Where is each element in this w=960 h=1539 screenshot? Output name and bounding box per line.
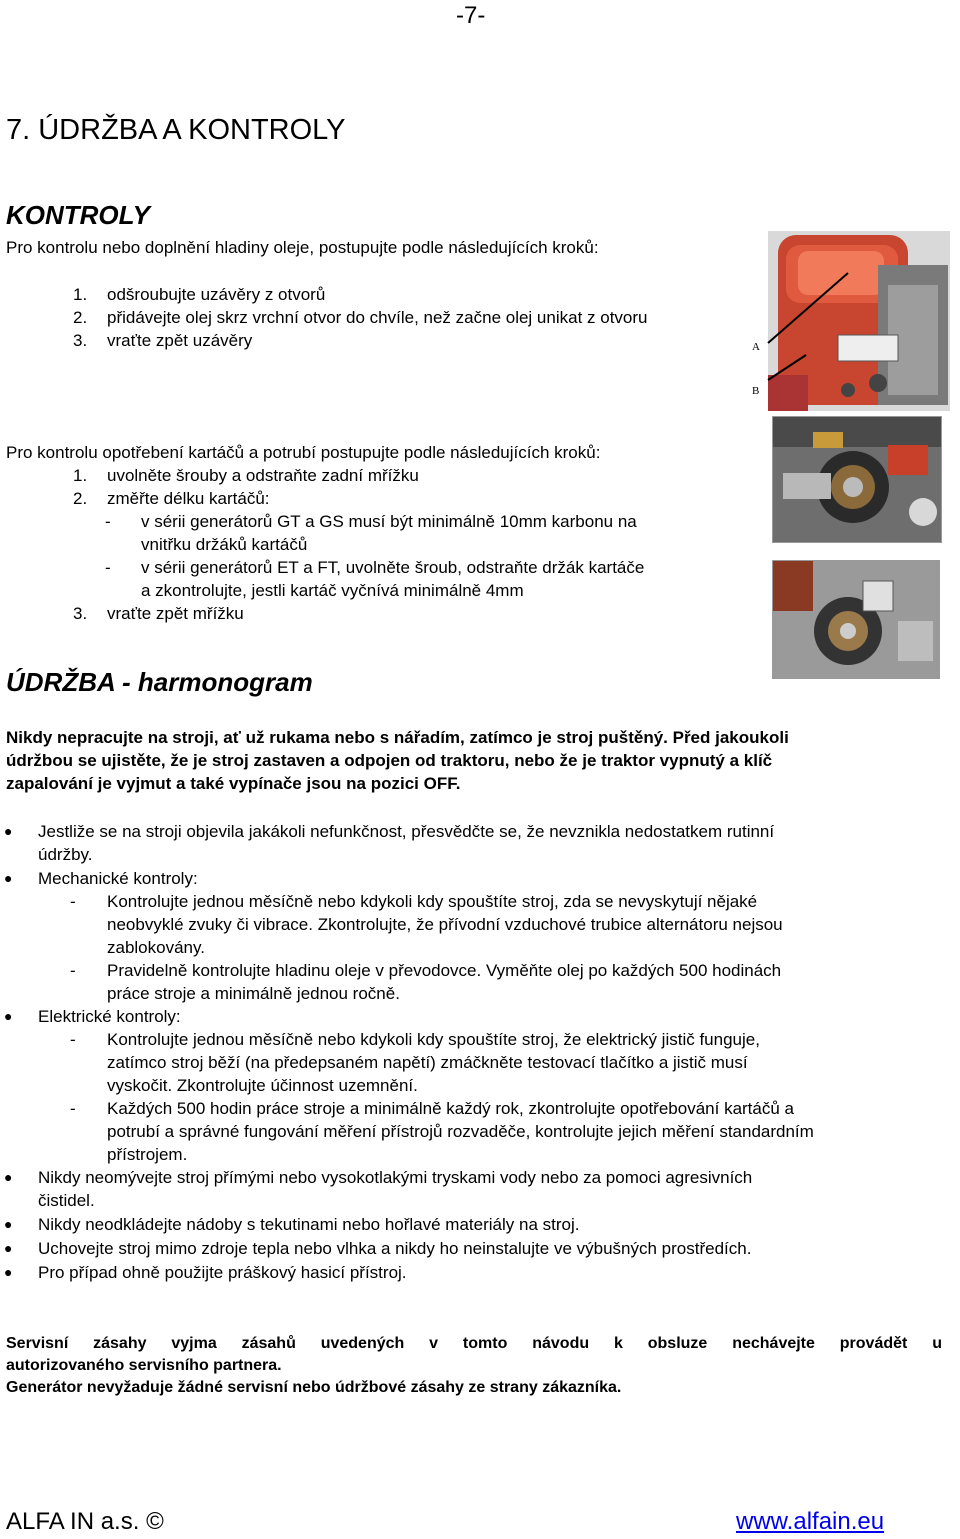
bullet-icon: ●: [4, 1216, 13, 1232]
list-item: ● Elektrické kontroly:: [4, 1007, 181, 1026]
safety-warning: Nikdy nepracujte na stroji, ať už rukama nebo s nářadím, zatímco je stroj puštěný. Před jakoukoli údržbou se ujistěte, že je stroj zastaven a odpojen od traktoru, nebo že je traktor vypnutý a klíč zapalování je vyjmut a také vypínače jsou na pozici OFF.: [6, 728, 789, 793]
oil-intro: Pro kontrolu nebo doplnění hladiny oleje, postupujte podle následujících kroků:: [6, 238, 599, 257]
bullet-icon: ●: [4, 1169, 13, 1185]
page-number: -7-: [456, 2, 486, 29]
brush-step-3: 3. vraťte zpět mřížku: [73, 604, 244, 623]
label-a: A: [752, 341, 760, 353]
bullet-icon: ●: [4, 823, 13, 839]
brush-step-2: 2. změřte délku kartáčů:: [73, 489, 270, 508]
list-item: ● Uchovejte stroj mimo zdroje tepla nebo vlhka a nikdy ho neinstalujte ve výbušných prostředích.: [4, 1239, 752, 1258]
service-note: Servisní zásahy vyjma zásahů uvedených v tomto návodu k obsluze nechávejte provádět u autorizovaného servisního partnera. Generátor nevyžaduje žádné servisní nebo údržbové zásahy ze strany zákazníka.: [6, 1335, 942, 1396]
bullet-icon: ●: [4, 1008, 13, 1024]
list-item: - Kontrolujte jednou měsíčně nebo kdykoli kdy spouštíte stroj, že elektrický jistič funguje, zatímco stroj běží (na předepsaném napětí) zmáčkněte testovací tlačítko a jistič musí vyskočit. Zkontrolujte účinnost uzemnění.: [70, 1030, 760, 1095]
brush-detail-photo: [772, 560, 940, 679]
list-item: ● Nikdy neomývejte stroj přímými nebo vysokotlakými tryskami vody nebo za pomoci agresivních čistidel.: [4, 1168, 753, 1210]
footer-company: ALFA IN a.s. ©: [6, 1508, 164, 1535]
brush-intro: Pro kontrolu opotřebení kartáčů a potrubí postupujte podle následujících kroků:: [6, 443, 601, 462]
list-item: - Kontrolujte jednou měsíčně nebo kdykoli kdy spouštíte stroj, zda se nevyskytují nějaké neobvyklé zvuky či vibrace. Zkontrolujte, že přívodní vzduchové trubice alternátoru nejsou zablokovány.: [70, 892, 783, 957]
bullet-icon: ●: [4, 870, 13, 886]
generator-photo: [738, 225, 952, 415]
label-b: B: [752, 385, 760, 397]
list-item: ● Jestliže se na stroji objevila jakákoli nefunkčnost, přesvědčte se, že nevznikla nedostatkem rutinní údržby.: [4, 822, 775, 864]
list-item: 2. přidávejte olej skrz vrchní otvor do chvíle, než začne olej unikat z otvoru: [73, 308, 648, 327]
udrzba-heading: ÚDRŽBA - harmonogram: [6, 667, 313, 697]
brush-sub-2: - v sérii generátorů ET a FT, uvolněte šroub, odstraňte držák kartáče a zkontrolujte, jestli kartáč vyčnívá minimálně 4mm: [105, 558, 645, 600]
brush-sub-1: - v sérii generátorů GT a GS musí být minimálně 10mm karbonu na vnitřku držáků kartáčů: [105, 512, 637, 554]
oil-steps: [73, 283, 753, 352]
list-item: ● Mechanické kontroly:: [4, 869, 198, 888]
footer-website-link[interactable]: www.alfain.eu: [736, 1508, 885, 1535]
maintenance-list: [0, 820, 940, 1284]
list-item: ● Pro případ ohně použijte práškový hasicí přístroj.: [4, 1263, 407, 1282]
list-item: 3. vraťte zpět uzávěry: [73, 331, 253, 350]
kontroly-heading: KONTROLY: [6, 200, 150, 230]
list-item: 1. odšroubujte uzávěry z otvorů: [73, 285, 326, 304]
brush-holder-photo: [772, 416, 942, 543]
brush-step-1: 1. uvolněte šrouby a odstraňte zadní mřížku: [73, 466, 419, 485]
page-title: 7. ÚDRŽBA A KONTROLY: [6, 114, 346, 146]
bullet-icon: ●: [4, 1264, 13, 1280]
list-item: - Každých 500 hodin práce stroje a minimálně každý rok, zkontrolujte opotřebování kartáčů a potrubí a správné fungování měření přístrojů rozvaděče, kontrolujte jejich měření standardním přístrojem.: [70, 1099, 814, 1164]
list-item: - Pravidelně kontrolujte hladinu oleje v převodovce. Vyměňte olej po každých 500 hodinách práce stroje a minimálně jednou ročně.: [70, 961, 782, 1003]
bullet-icon: ●: [4, 1240, 13, 1256]
list-item: ● Nikdy neodkládejte nádoby s tekutinami nebo hořlavé materiály na stroj.: [4, 1215, 580, 1234]
